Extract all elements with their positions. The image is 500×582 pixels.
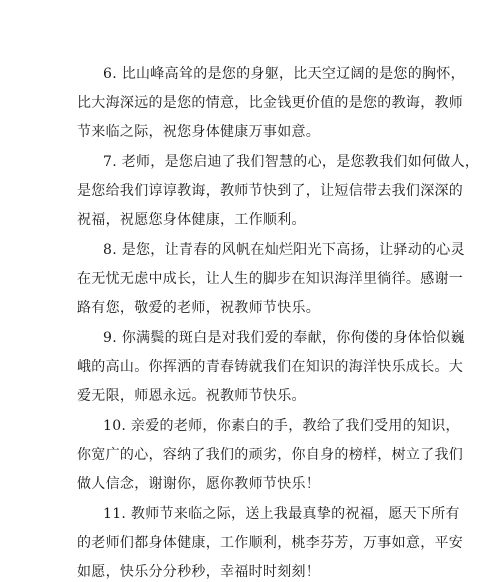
paragraph-line: 你宽广的心，容纳了我们的顽劣，你自身的榜样，树立了我们 [77,447,464,463]
paragraph-line: 的老师们都身体健康，工作顺利，桃李芬芳，万事如意，平安 [77,535,464,551]
paragraph-line: 11. 教师节来临之际，送上我最真挚的祝福，愿天下所有 [103,506,460,522]
paragraph-line: 爱无限，师恩永远。祝教师节快乐。 [77,388,306,404]
paragraph-line: 路有您，敬爱的老师，祝教师节快乐。 [77,300,321,316]
paragraph-line: 8. 是您，让青春的风帆在灿烂阳光下高扬，让驿动的心灵 [103,242,465,258]
paragraph-line: 节来临之际，祝您身体健康万事如意。 [77,124,321,140]
paragraph-line: 祝福，祝愿您身体健康，工作顺利。 [77,212,306,228]
paragraph-line: 如愿，快乐分分秒秒，幸福时时刻刻！ [77,564,321,580]
paragraph-line: 做人信念，谢谢你，愿你教师节快乐！ [77,476,321,492]
paragraph-line: 峨的高山。你挥洒的青春铸就我们在知识的海洋快乐成长。大 [77,359,464,375]
paragraph-line: 10. 亲爱的老师，你素白的手，教给了我们受用的知识， [103,418,460,434]
paragraph-line: 9. 你满鬓的斑白是对我们爱的奉献，你佝偻的身体恰似巍 [103,330,465,346]
paragraph-line: 6. 比山峰高耸的是您的身躯，比天空辽阔的是您的胸怀， [103,66,465,82]
paragraph-line: 是您给我们谆谆教诲，教师节快到了，让短信带去我们深深的 [77,183,464,199]
paragraph-line: 比大海深远的是您的情意，比金钱更价值的是您的教诲，教师 [77,95,464,111]
paragraph-line: 在无忧无虑中成长，让人生的脚步在知识海洋里徜徉。感谢一 [77,271,464,287]
paragraph-line: 7. 老师，是您启迪了我们智慧的心，是您教我们如何做人， [103,154,480,170]
